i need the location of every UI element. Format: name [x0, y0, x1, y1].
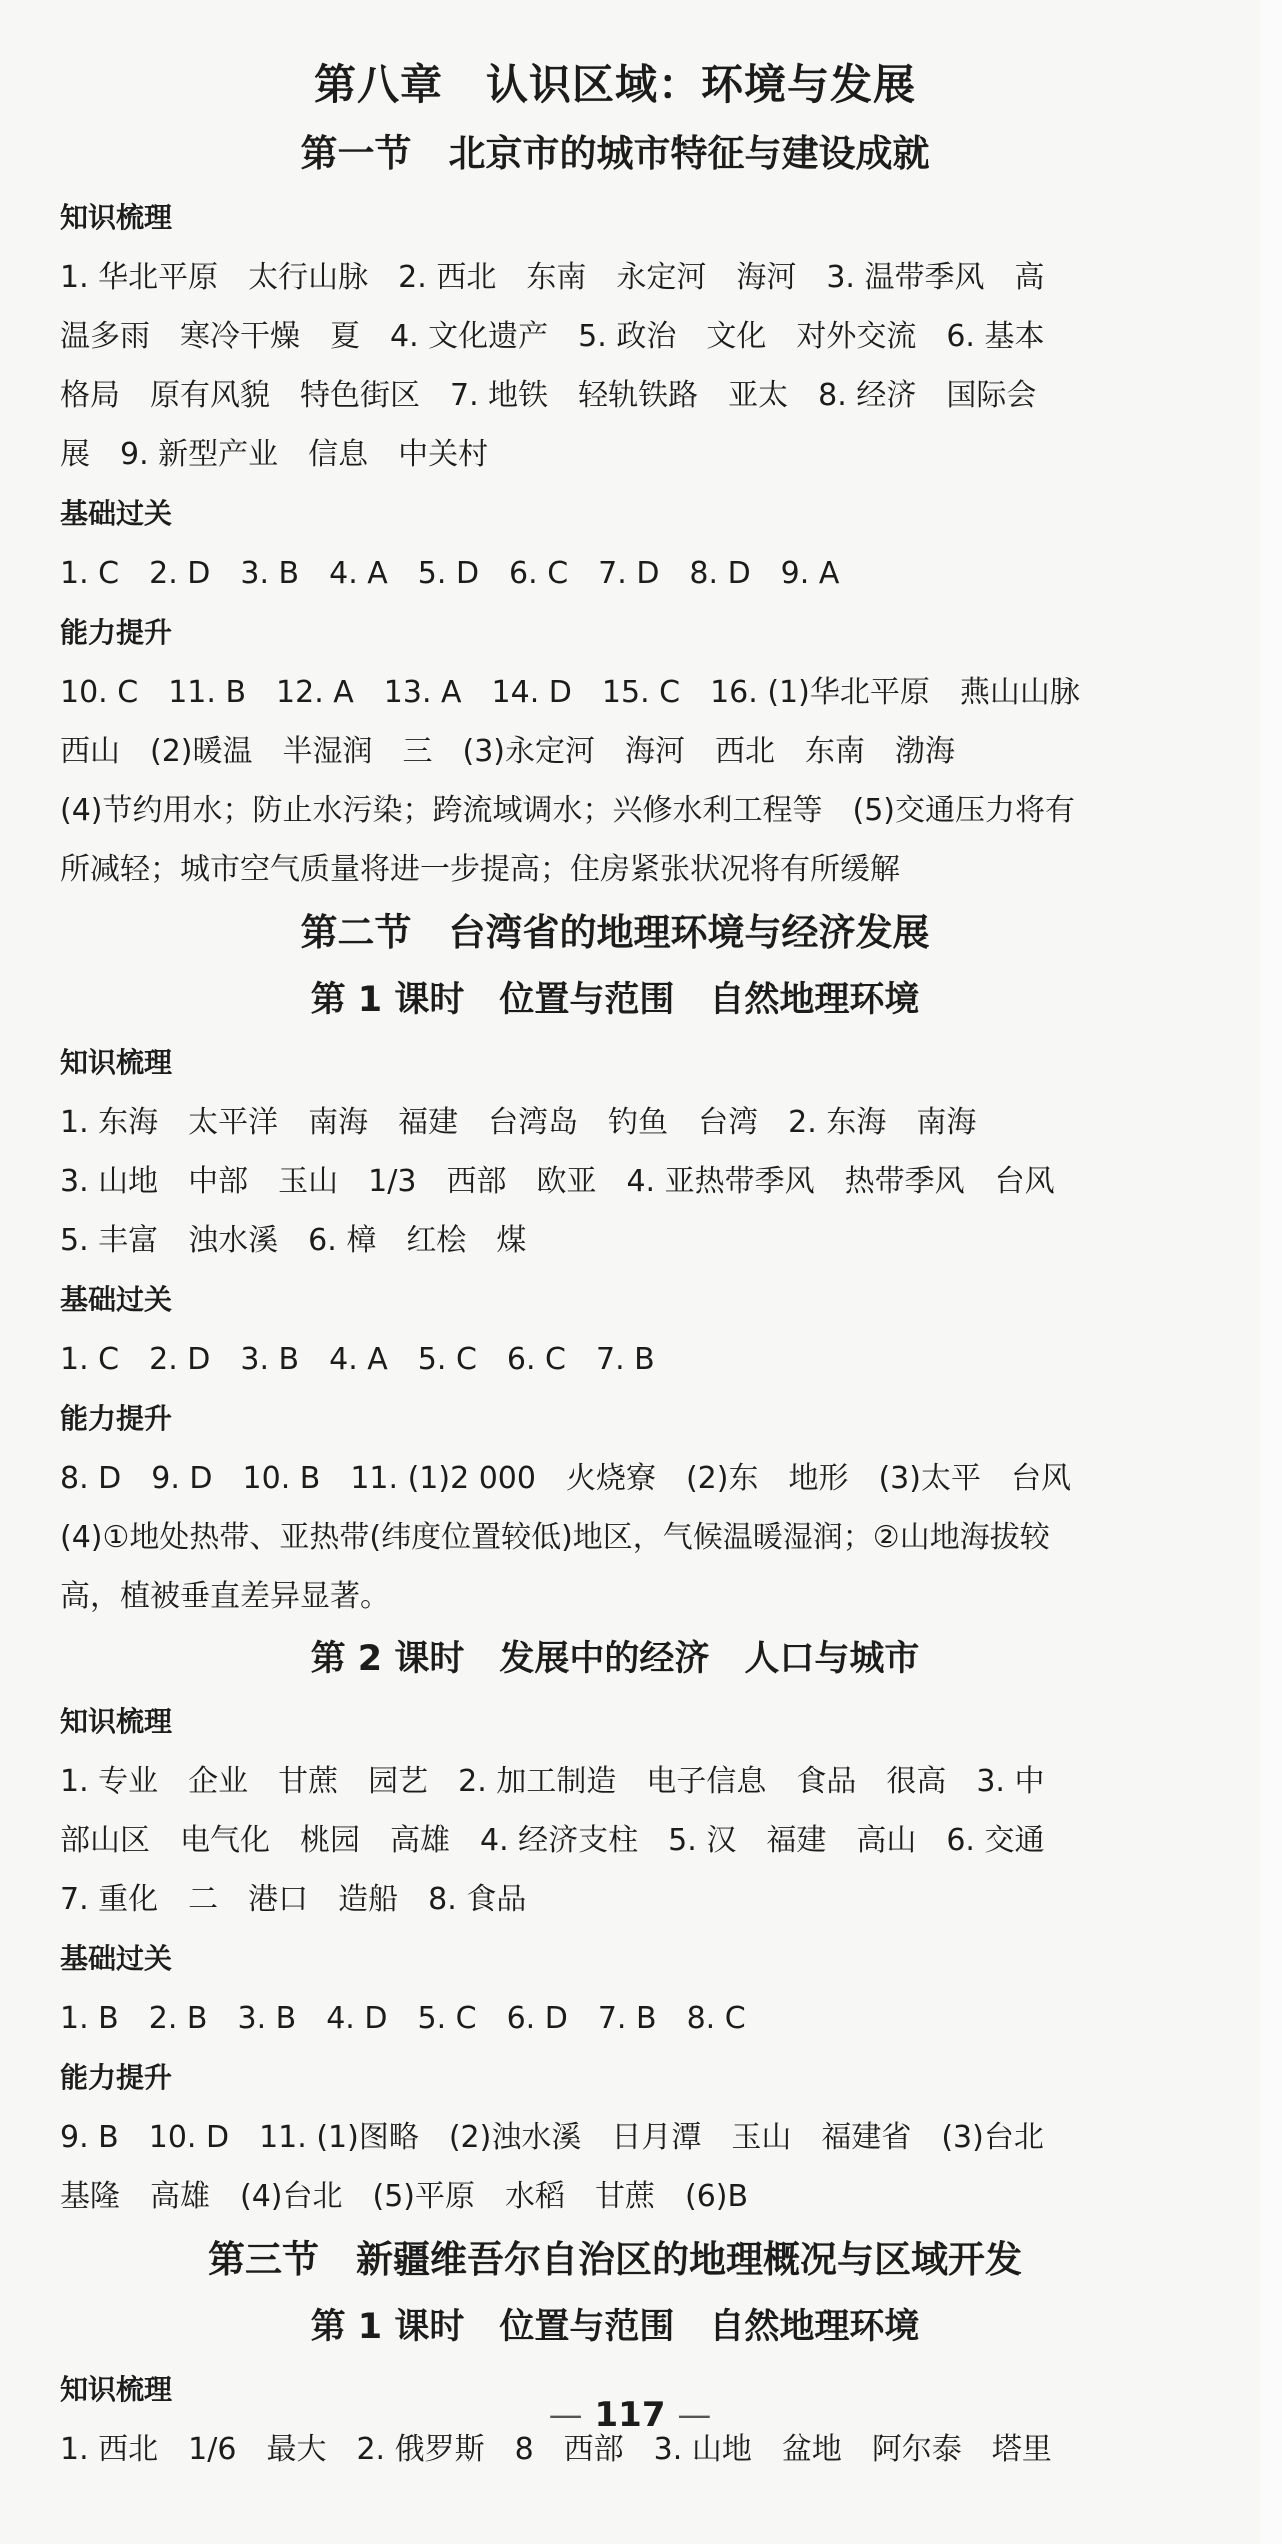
answer-line: 9. B 10. D 11. (1)图略 (2)浊水溪 日月潭 玉山 福建省 (3)台北 [60, 2120, 1044, 2155]
section-title: 第一节 北京市的城市特征与建设成就 [300, 132, 930, 175]
answer-line: 10. C 11. B 12. A 13. A 14. D 15. C 16. (1)华北平原 燕山山脉 [60, 675, 1080, 710]
answer-line: (4)节约用水；防止水污染；跨流域调水；兴修水利工程等 (5)交通压力将有 [60, 793, 1075, 828]
answer-line: 所减轻；城市空气质量将进一步提高；住房紧张状况将有所缓解 [60, 852, 900, 887]
answer-line: 5. 丰富 浊水溪 6. 樟 红桧 煤 [60, 1223, 527, 1258]
answer-line: 展 9. 新型产业 信息 中关村 [60, 437, 489, 472]
section-title: 第三节 新疆维吾尔自治区的地理概况与区域开发 [208, 2238, 1022, 2281]
answer-line: 1. 东海 太平洋 南海 福建 台湾岛 钓鱼 台湾 2. 东海 南海 [60, 1105, 977, 1140]
answer-line: 温多雨 寒冷干燥 夏 4. 文化遗产 5. 政治 文化 对外交流 6. 基本 [60, 319, 1045, 354]
page-number-footer [0, 2395, 1260, 2435]
section-heading: 基础过关 [60, 497, 173, 530]
lesson-title: 第 2 课时 发展中的经济 人口与城市 [310, 1639, 920, 1679]
section-heading: 基础过关 [60, 1283, 173, 1316]
answer-line: 1. 专业 企业 甘蔗 园艺 2. 加工制造 电子信息 食品 很高 3. 中 [60, 1764, 1045, 1799]
section-heading: 知识梳理 [60, 201, 173, 234]
answer-line: 7. 重化 二 港口 造船 8. 食品 [60, 1882, 527, 1917]
answer-line: 1. C 2. D 3. B 4. A 5. D 6. C 7. D 8. D 9. A [60, 556, 840, 591]
page-number-dash-right: — [677, 2395, 712, 2435]
section-heading: 能力提升 [60, 616, 173, 649]
lesson-title: 第 1 课时 位置与范围 自然地理环境 [310, 980, 920, 1020]
answer-line: 1. C 2. D 3. B 4. A 5. C 6. C 7. B [60, 1342, 655, 1377]
answer-line: 高，植被垂直差异显著。 [60, 1579, 390, 1614]
answer-line: 基隆 高雄 (4)台北 (5)平原 水稻 甘蔗 (6)B [60, 2179, 749, 2214]
answer-content [60, 50, 1170, 2479]
lesson-title: 第 1 课时 位置与范围 自然地理环境 [310, 2307, 920, 2347]
answer-line: 格局 原有风貌 特色街区 7. 地铁 轻轨铁路 亚太 8. 经济 国际会 [60, 378, 1037, 413]
answer-line: 1. 西北 1/6 最大 2. 俄罗斯 8 西部 3. 山地 盆地 阿尔泰 塔里 [60, 2432, 1052, 2467]
answer-line: (4)①地处热带、亚热带(纬度位置较低)地区，气候温暖湿润；②山地海拔较 [60, 1520, 1050, 1555]
section-heading: 基础过关 [60, 1942, 173, 1975]
answer-line: 西山 (2)暖温 半湿润 三 (3)永定河 海河 西北 东南 渤海 [60, 734, 955, 769]
section-heading: 知识梳理 [60, 1705, 173, 1738]
chapter-title: 第八章 认识区域：环境与发展 [313, 60, 916, 109]
section-heading: 能力提升 [60, 2061, 173, 2094]
answer-line: 1. B 2. B 3. B 4. D 5. C 6. D 7. B 8. C [60, 2001, 746, 2036]
page-number-dash-left: — [548, 2395, 583, 2435]
answer-line: 1. 华北平原 太行山脉 2. 西北 东南 永定河 海河 3. 温带季风 高 [60, 260, 1045, 295]
page-number: 117 [594, 2395, 666, 2435]
page-edge-shadow [1260, 0, 1282, 2544]
answer-line: 部山区 电气化 桃园 高雄 4. 经济支柱 5. 汉 福建 高山 6. 交通 [60, 1823, 1045, 1858]
answer-line: 8. D 9. D 10. B 11. (1)2 000 火烧寮 (2)东 地形 (3)太平 台风 [60, 1461, 1071, 1496]
section-title: 第二节 台湾省的地理环境与经济发展 [300, 911, 930, 954]
section-heading: 知识梳理 [60, 2373, 173, 2406]
section-heading: 能力提升 [60, 1402, 173, 1435]
answer-line: 3. 山地 中部 玉山 1/3 西部 欧亚 4. 亚热带季风 热带季风 台风 [60, 1164, 1055, 1199]
section-heading: 知识梳理 [60, 1046, 173, 1079]
